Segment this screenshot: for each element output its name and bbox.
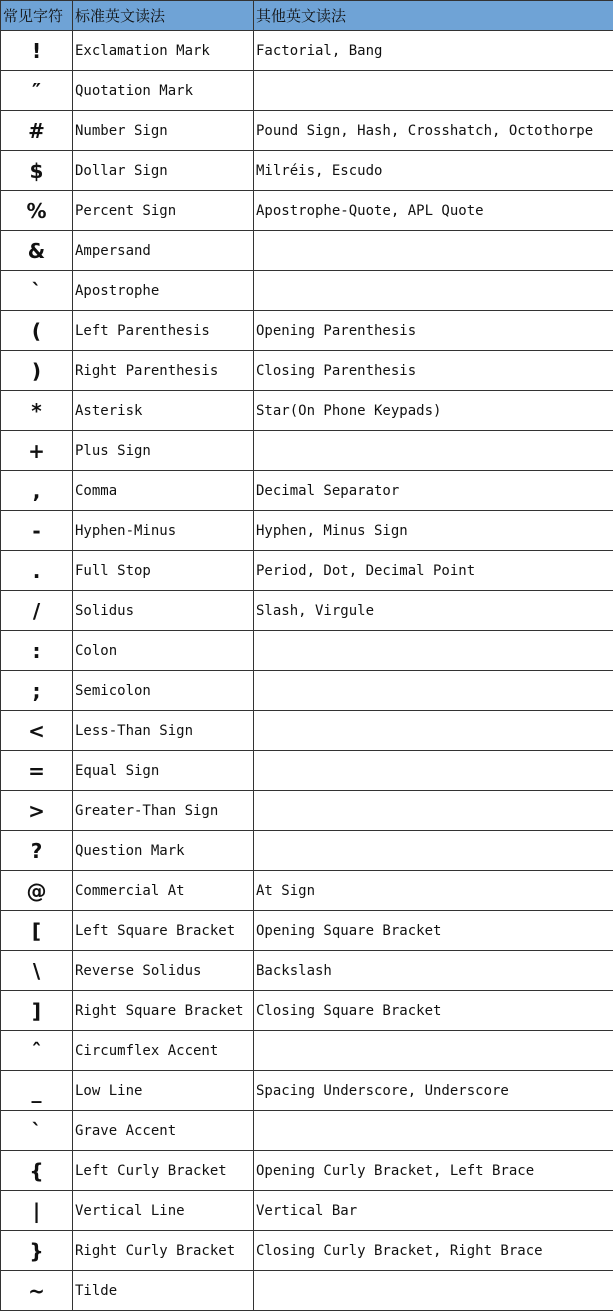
standard-reading-cell: Plus Sign: [73, 431, 254, 471]
standard-reading-cell: Reverse Solidus: [73, 951, 254, 991]
standard-reading-cell: Asterisk: [73, 391, 254, 431]
char-cell: |: [1, 1191, 73, 1231]
standard-reading-cell: Low Line: [73, 1071, 254, 1111]
other-reading-cell: Milréis, Escudo: [254, 151, 613, 191]
char-cell: ;: [1, 671, 73, 711]
char-cell: !: [1, 31, 73, 71]
other-reading-cell: [254, 1031, 613, 1071]
table-row: [1, 871, 613, 911]
table-row: [1, 671, 613, 711]
other-reading-cell: [254, 1271, 613, 1311]
char-cell: ˆ: [1, 1031, 73, 1071]
char-cell: <: [1, 711, 73, 751]
table-row: [1, 711, 613, 751]
other-reading-cell: Closing Curly Bracket, Right Brace: [254, 1231, 613, 1271]
header-common-char: 常见字符: [1, 1, 73, 31]
char-cell: &: [1, 231, 73, 271]
char-cell: :: [1, 631, 73, 671]
standard-reading-cell: Tilde: [73, 1271, 254, 1311]
char-cell: %: [1, 191, 73, 231]
table-row: [1, 631, 613, 671]
standard-reading-cell: Commercial At: [73, 871, 254, 911]
table-row: [1, 1191, 613, 1231]
standard-reading-cell: Percent Sign: [73, 191, 254, 231]
table-row: [1, 431, 613, 471]
char-cell: -: [1, 511, 73, 551]
other-reading-cell: Spacing Underscore, Underscore: [254, 1071, 613, 1111]
table-row: [1, 1271, 613, 1311]
header-other-reading: 其他英文读法: [254, 1, 613, 31]
standard-reading-cell: Hyphen-Minus: [73, 511, 254, 551]
other-reading-cell: [254, 231, 613, 271]
standard-reading-cell: Circumflex Accent: [73, 1031, 254, 1071]
other-reading-cell: Factorial, Bang: [254, 31, 613, 71]
other-reading-cell: [254, 711, 613, 751]
char-cell: =: [1, 751, 73, 791]
header-standard-reading: 标准英文读法: [73, 1, 254, 31]
other-reading-cell: [254, 631, 613, 671]
table-row: [1, 1031, 613, 1071]
table-row: [1, 991, 613, 1031]
other-reading-cell: At Sign: [254, 871, 613, 911]
standard-reading-cell: Exclamation Mark: [73, 31, 254, 71]
table-row: [1, 391, 613, 431]
table-row: [1, 1231, 613, 1271]
char-cell: `: [1, 1111, 73, 1151]
table-row: [1, 71, 613, 111]
standard-reading-cell: Apostrophe: [73, 271, 254, 311]
other-reading-cell: [254, 751, 613, 791]
other-reading-cell: Closing Square Bracket: [254, 991, 613, 1031]
table-row: [1, 151, 613, 191]
table-row: [1, 591, 613, 631]
char-cell: >: [1, 791, 73, 831]
standard-reading-cell: Right Square Bracket: [73, 991, 254, 1031]
table-row: [1, 191, 613, 231]
other-reading-cell: [254, 1111, 613, 1151]
other-reading-cell: [254, 431, 613, 471]
standard-reading-cell: Quotation Mark: [73, 71, 254, 111]
table-row: [1, 311, 613, 351]
table-row: [1, 1071, 613, 1111]
standard-reading-cell: Left Curly Bracket: [73, 1151, 254, 1191]
char-cell: ?: [1, 831, 73, 871]
table-row: [1, 471, 613, 511]
other-reading-cell: Apostrophe-Quote, APL Quote: [254, 191, 613, 231]
other-reading-cell: [254, 71, 613, 111]
standard-reading-cell: Ampersand: [73, 231, 254, 271]
char-cell: ): [1, 351, 73, 391]
char-cell: _: [1, 1071, 73, 1111]
other-reading-cell: Opening Square Bracket: [254, 911, 613, 951]
char-cell: (: [1, 311, 73, 351]
standard-reading-cell: Dollar Sign: [73, 151, 254, 191]
char-cell: *: [1, 391, 73, 431]
standard-reading-cell: Comma: [73, 471, 254, 511]
table-row: [1, 831, 613, 871]
other-reading-cell: [254, 831, 613, 871]
char-cell: }: [1, 1231, 73, 1271]
char-cell: ]: [1, 991, 73, 1031]
other-reading-cell: Opening Parenthesis: [254, 311, 613, 351]
standard-reading-cell: Solidus: [73, 591, 254, 631]
other-reading-cell: Hyphen, Minus Sign: [254, 511, 613, 551]
table-row: [1, 271, 613, 311]
standard-reading-cell: Left Parenthesis: [73, 311, 254, 351]
standard-reading-cell: Colon: [73, 631, 254, 671]
standard-reading-cell: Number Sign: [73, 111, 254, 151]
standard-reading-cell: Semicolon: [73, 671, 254, 711]
table-row: [1, 911, 613, 951]
char-cell: ,: [1, 471, 73, 511]
header-row: [1, 1, 613, 31]
char-cell: .: [1, 551, 73, 591]
other-reading-cell: Slash, Virgule: [254, 591, 613, 631]
char-cell: /: [1, 591, 73, 631]
char-cell: $: [1, 151, 73, 191]
other-reading-cell: [254, 271, 613, 311]
table-row: [1, 1151, 613, 1191]
standard-reading-cell: Greater-Than Sign: [73, 791, 254, 831]
standard-reading-cell: Right Curly Bracket: [73, 1231, 254, 1271]
table-row: [1, 951, 613, 991]
standard-reading-cell: Equal Sign: [73, 751, 254, 791]
table-row: [1, 1111, 613, 1151]
char-cell: \: [1, 951, 73, 991]
other-reading-cell: Closing Parenthesis: [254, 351, 613, 391]
char-cell: `: [1, 271, 73, 311]
char-cell: [: [1, 911, 73, 951]
standard-reading-cell: Right Parenthesis: [73, 351, 254, 391]
char-cell: {: [1, 1151, 73, 1191]
standard-reading-cell: Full Stop: [73, 551, 254, 591]
other-reading-cell: [254, 791, 613, 831]
other-reading-cell: Vertical Bar: [254, 1191, 613, 1231]
table-row: [1, 231, 613, 271]
standard-reading-cell: Less-Than Sign: [73, 711, 254, 751]
char-cell: ″: [1, 71, 73, 111]
char-cell: @: [1, 871, 73, 911]
other-reading-cell: Decimal Separator: [254, 471, 613, 511]
other-reading-cell: Opening Curly Bracket, Left Brace: [254, 1151, 613, 1191]
table-row: [1, 551, 613, 591]
standard-reading-cell: Question Mark: [73, 831, 254, 871]
other-reading-cell: Pound Sign, Hash, Crosshatch, Octothorpe: [254, 111, 613, 151]
standard-reading-cell: Grave Accent: [73, 1111, 254, 1151]
table-row: [1, 31, 613, 71]
table-row: [1, 751, 613, 791]
table-row: [1, 111, 613, 151]
char-cell: +: [1, 431, 73, 471]
other-reading-cell: Star(On Phone Keypads): [254, 391, 613, 431]
other-reading-cell: Period, Dot, Decimal Point: [254, 551, 613, 591]
table-row: [1, 791, 613, 831]
table-row: [1, 351, 613, 391]
table-row: [1, 511, 613, 551]
char-cell: ~: [1, 1271, 73, 1311]
char-cell: #: [1, 111, 73, 151]
standard-reading-cell: Left Square Bracket: [73, 911, 254, 951]
other-reading-cell: Backslash: [254, 951, 613, 991]
standard-reading-cell: Vertical Line: [73, 1191, 254, 1231]
other-reading-cell: [254, 671, 613, 711]
